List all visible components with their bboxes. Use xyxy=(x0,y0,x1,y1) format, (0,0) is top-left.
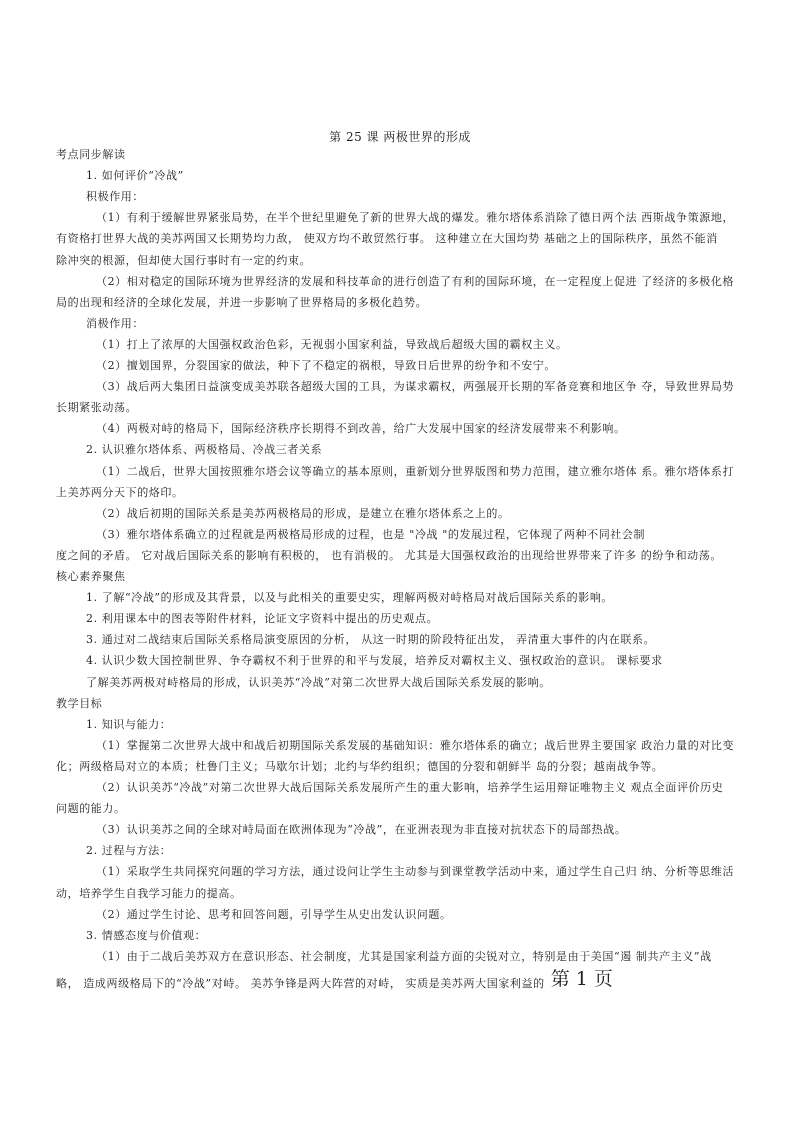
text-line: （2）战后初期的国际关系是美苏两极格局的形成，是建立在雅尔塔体系之上的。 xyxy=(96,506,510,520)
text-line: 除冲突的根源，但却使大国行事时有一定的约束。 xyxy=(56,253,312,267)
text-line: （1）有利于缓解世界紧张局势，在半个世纪里避免了新的世界大战的爆发。雅尔塔体系消除了德日两个法 西斯战争策源地， xyxy=(96,211,735,225)
text-line: （2）通过学生讨论、思考和回答问题，引导学生从史出发认识问题。 xyxy=(96,907,452,921)
text-line: 消极作用： xyxy=(86,316,144,330)
text-line: 教学目标 xyxy=(56,696,103,710)
last-line xyxy=(56,964,756,994)
text-line: （1）掌握第二次世界大战中和战后初期国际关系发展的基础知识：雅尔塔体系的确立；战后世界主要国家 政治力量的对比变 xyxy=(96,738,735,752)
text-line: （1）打上了浓厚的大国强权政治色彩，无视弱小国家利益，导致战后超级大国的霸权主义。 xyxy=(96,337,568,351)
page-number: 第 1 页 xyxy=(550,968,613,990)
text-line: 长期紧张动荡。 xyxy=(56,401,138,415)
text-line: （2）认识美苏“冷战”对第二次世界大战后国际关系发展所产生的重大影响，培养学生运用辩证唯物主义 观点全面评价历史 xyxy=(96,781,724,794)
text-line: （2）相对稳定的国际环境为世界经济的发展和科技革命的进行创造了有利的国际环境，在一定程度上促进 了经济的多极化格 xyxy=(96,274,735,288)
text-line: 考点同步解读 xyxy=(56,148,126,161)
text-line: （1）由于二战后美苏双方在意识形态、社会制度，尤其是国家利益方面的尖锐对立，特别是由于美国“遏 制共产主义”战 xyxy=(96,949,712,963)
text-line: 问题的能力。 xyxy=(56,802,126,816)
text-line: 1. 了解“冷战”的形成及其背景，以及与此相关的重要史实，理解两极对峙格局对战后国际关系的影响。 xyxy=(86,591,614,605)
text-line: 动，培养学生自我学习能力的提高。 xyxy=(56,886,242,900)
text-line: 有资格打世界大战的美苏两国又长期势均力敌， 使双方均不敢贸然行事。 这种建立在大国均势 基础之上的国际秩序，虽然不能消 xyxy=(56,232,718,246)
text-line: （3）战后两大集团日益演变成美苏联各超级大国的工具，为谋求霸权，两强展开长期的军备竞赛和地区争 夺，导致世界局势 xyxy=(96,380,735,394)
text-line: 3. 情感态度与价值观： xyxy=(86,928,207,942)
text-line: （3）雅尔塔体系确立的过程就是两极格局形成的过程，也是 "冷战 "的发展过程，它体现了两种不同社会制 xyxy=(96,527,646,541)
last-line-text: 略， 造成两级格局下的“冷战”对峙。 美苏争锋是两大阵营的对峙， 实质是美苏两大国家利益的 xyxy=(56,977,545,990)
text-line: 了解美苏两极对峙格局的形成，认识美苏“冷战”对第二次世界大战后国际关系发展的影响。 xyxy=(86,675,551,689)
lesson-title: 第 25 课 两极世界的形成 xyxy=(329,130,471,144)
text-line: 2. 利用课本中的图表等附件材料，论证文字资料中提出的历史观点。 xyxy=(86,612,439,626)
text-line: 2. 过程与方法： xyxy=(86,844,172,858)
text-line: （1）二战后，世界大国按照雅尔塔会议等确立的基本原则，重新划分世界版图和势力范围，建立雅尔塔体 系。雅尔塔体系打 xyxy=(96,464,735,478)
text-line: （3）认识美苏之间的全球对峙局面在欧洲体现为“冷战”，在亚洲表现为非直接对抗状态下的局部热战。 xyxy=(96,823,627,837)
text-line: 局的出现和经济的全球化发展，并进一步影响了世界格局的多极化趋势。 xyxy=(56,295,428,309)
text-line: 化；两级格局对立的本质；杜鲁门主义；马歇尔计划；北约与华约组织；德国的分裂和朝鲜半 岛的分裂；越南战争等。 xyxy=(56,759,664,773)
text-line: （4）两极对峙的格局下，国际经济秩序长期得不到改善，给广大发展中国家的经济发展带来不利影响。 xyxy=(96,422,626,436)
text-line: 1. 知识与能力： xyxy=(86,717,172,731)
text-line: 3. 通过对二战结束后国际关系格局演变原因的分析， 从这一时期的阶段特征出发， 弄清重大事件的内在联系。 xyxy=(86,633,656,647)
text-line: 4. 认识少数大国控制世界、争夺霸权不利于世界的和平与发展，培养反对霸权主义、强权政治的意识。 课标要求 xyxy=(86,654,663,668)
text-line: 积极作用： xyxy=(86,190,144,204)
text-line: 1. 如何评价“冷战” xyxy=(86,169,184,183)
text-line: 2. 认识雅尔塔体系、两极格局、冷战三者关系 xyxy=(86,443,323,457)
text-line: 核心素养聚焦 xyxy=(56,570,126,583)
text-line: 度之间的矛盾。 它对战后国际关系的影响有积极的， 也有消极的。 尤其是大国强权政治的出现给世界带来了许多 的纷争和动荡。 xyxy=(56,548,722,562)
text-line: （1）采取学生共同探究问题的学习方法，通过设问让学生主动参与到课堂教学活动中来，通过学生自己归 纳、分析等思维活 xyxy=(96,865,735,879)
text-line: （2）擅划国界，分裂国家的做法，种下了不稳定的祸根，导致日后世界的纷争和不安宁。 xyxy=(96,359,556,372)
text-line: 上美苏两分天下的烙印。 xyxy=(56,485,184,499)
